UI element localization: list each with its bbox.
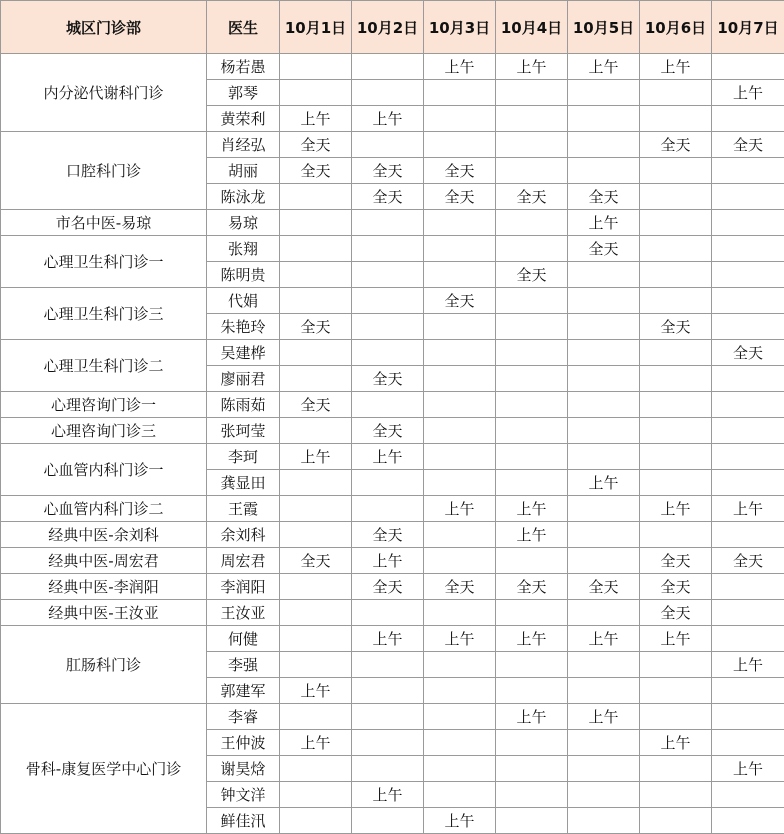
doctor-cell: 肖经弘 (207, 132, 280, 158)
schedule-slot-cell (568, 80, 640, 106)
doctor-cell: 张翔 (207, 236, 280, 262)
schedule-slot-cell (280, 236, 352, 262)
schedule-slot-cell (496, 444, 568, 470)
schedule-slot-cell (712, 366, 784, 392)
table-row (1, 600, 784, 626)
department-cell: 心理卫生科门诊一 (1, 236, 207, 288)
schedule-slot-cell: 上午 (640, 496, 712, 522)
schedule-slot-cell: 全天 (568, 184, 640, 210)
schedule-slot-cell (568, 314, 640, 340)
schedule-slot-cell: 上午 (712, 756, 784, 782)
schedule-slot-cell (568, 262, 640, 288)
schedule-slot-cell (640, 106, 712, 132)
doctor-cell: 易琼 (207, 210, 280, 236)
department-cell: 心理卫生科门诊三 (1, 288, 207, 340)
schedule-slot-cell (712, 262, 784, 288)
schedule-slot-cell: 全天 (640, 132, 712, 158)
schedule-slot-cell: 上午 (496, 522, 568, 548)
doctor-cell: 吴建桦 (207, 340, 280, 366)
schedule-slot-cell (640, 184, 712, 210)
schedule-slot-cell (352, 288, 424, 314)
doctor-cell: 代娟 (207, 288, 280, 314)
schedule-slot-cell (424, 314, 496, 340)
schedule-slot-cell (712, 210, 784, 236)
table-row (1, 132, 784, 158)
department-cell: 心血管内科门诊一 (1, 444, 207, 496)
schedule-slot-cell (712, 392, 784, 418)
schedule-slot-cell (496, 756, 568, 782)
department-cell: 骨科-康复医学中心门诊 (1, 704, 207, 834)
schedule-slot-cell (640, 756, 712, 782)
schedule-slot-cell (640, 262, 712, 288)
schedule-slot-cell (640, 80, 712, 106)
doctor-cell: 廖丽君 (207, 366, 280, 392)
schedule-slot-cell: 上午 (640, 626, 712, 652)
schedule-slot-cell (496, 314, 568, 340)
schedule-slot-cell (568, 496, 640, 522)
schedule-slot-cell (424, 782, 496, 808)
schedule-slot-cell: 全天 (712, 132, 784, 158)
table-row (1, 704, 784, 730)
schedule-slot-cell: 上午 (712, 652, 784, 678)
schedule-slot-cell (568, 548, 640, 574)
header-doctor: 医生 (207, 1, 280, 54)
department-cell: 心理卫生科门诊二 (1, 340, 207, 392)
doctor-cell: 鲜佳汛 (207, 808, 280, 834)
schedule-slot-cell (496, 80, 568, 106)
department-cell: 市名中医-易琼 (1, 210, 207, 236)
schedule-slot-cell (280, 184, 352, 210)
schedule-slot-cell: 上午 (496, 626, 568, 652)
schedule-slot-cell (424, 522, 496, 548)
schedule-slot-cell: 上午 (352, 548, 424, 574)
doctor-cell: 陈明贵 (207, 262, 280, 288)
department-cell: 经典中医-王汝亚 (1, 600, 207, 626)
doctor-cell: 龚显田 (207, 470, 280, 496)
schedule-slot-cell (280, 418, 352, 444)
schedule-slot-cell: 全天 (568, 236, 640, 262)
schedule-slot-cell (496, 782, 568, 808)
schedule-slot-cell (496, 236, 568, 262)
doctor-cell: 余刘科 (207, 522, 280, 548)
doctor-cell: 郭建军 (207, 678, 280, 704)
department-cell: 肛肠科门诊 (1, 626, 207, 704)
schedule-slot-cell (640, 522, 712, 548)
schedule-slot-cell: 上午 (568, 704, 640, 730)
schedule-slot-cell: 全天 (640, 548, 712, 574)
schedule-slot-cell (568, 418, 640, 444)
schedule-slot-cell (568, 106, 640, 132)
schedule-slot-cell (424, 392, 496, 418)
schedule-slot-cell: 全天 (352, 366, 424, 392)
schedule-slot-cell (424, 210, 496, 236)
schedule-slot-cell (640, 366, 712, 392)
schedule-slot-cell (568, 756, 640, 782)
schedule-slot-cell: 全天 (280, 132, 352, 158)
schedule-slot-cell (352, 392, 424, 418)
schedule-slot-cell (640, 678, 712, 704)
schedule-slot-cell: 全天 (280, 548, 352, 574)
schedule-slot-cell (712, 522, 784, 548)
table-row (1, 548, 784, 574)
schedule-slot-cell (280, 574, 352, 600)
schedule-slot-cell (640, 340, 712, 366)
doctor-cell: 李润阳 (207, 574, 280, 600)
schedule-slot-cell: 上午 (568, 470, 640, 496)
table-row (1, 288, 784, 314)
schedule-slot-cell: 全天 (640, 600, 712, 626)
schedule-slot-cell (496, 418, 568, 444)
header-day-6: 10月6日 (640, 1, 712, 54)
header-row (1, 1, 784, 54)
schedule-slot-cell (280, 210, 352, 236)
schedule-slot-cell: 全天 (568, 574, 640, 600)
schedule-slot-cell (496, 808, 568, 834)
doctor-cell: 王仲波 (207, 730, 280, 756)
schedule-slot-cell: 上午 (568, 54, 640, 80)
schedule-slot-cell: 全天 (640, 314, 712, 340)
schedule-slot-cell (424, 80, 496, 106)
schedule-slot-cell: 上午 (280, 730, 352, 756)
schedule-slot-cell (496, 678, 568, 704)
schedule-slot-cell (640, 158, 712, 184)
schedule-slot-cell: 上午 (712, 496, 784, 522)
header-dept: 城区门诊部 (1, 1, 207, 54)
doctor-cell: 周宏君 (207, 548, 280, 574)
schedule-slot-cell: 上午 (352, 782, 424, 808)
schedule-slot-cell (568, 132, 640, 158)
schedule-slot-cell (712, 808, 784, 834)
schedule-slot-cell (712, 782, 784, 808)
table-row (1, 626, 784, 652)
schedule-slot-cell: 上午 (640, 54, 712, 80)
schedule-slot-cell (496, 132, 568, 158)
schedule-slot-cell (352, 236, 424, 262)
schedule-slot-cell (280, 756, 352, 782)
schedule-slot-cell: 上午 (496, 496, 568, 522)
doctor-cell: 杨若愚 (207, 54, 280, 80)
schedule-slot-cell (424, 444, 496, 470)
doctor-cell: 谢昊焓 (207, 756, 280, 782)
schedule-slot-cell (712, 106, 784, 132)
schedule-slot-cell: 全天 (280, 314, 352, 340)
schedule-slot-cell (640, 392, 712, 418)
schedule-slot-cell (424, 678, 496, 704)
schedule-slot-cell (424, 262, 496, 288)
schedule-slot-cell: 全天 (712, 340, 784, 366)
doctor-cell: 李强 (207, 652, 280, 678)
schedule-slot-cell (352, 496, 424, 522)
table-row (1, 392, 784, 418)
department-cell: 经典中医-李润阳 (1, 574, 207, 600)
schedule-slot-cell (640, 236, 712, 262)
schedule-slot-cell (568, 652, 640, 678)
schedule-slot-cell (280, 366, 352, 392)
schedule-slot-cell: 全天 (496, 262, 568, 288)
schedule-slot-cell: 全天 (352, 418, 424, 444)
schedule-slot-cell (496, 392, 568, 418)
schedule-slot-cell (496, 366, 568, 392)
schedule-slot-cell (424, 236, 496, 262)
schedule-slot-cell (280, 626, 352, 652)
table-row (1, 444, 784, 470)
table-row (1, 210, 784, 236)
schedule-slot-cell (424, 470, 496, 496)
schedule-slot-cell: 全天 (496, 574, 568, 600)
table-row (1, 418, 784, 444)
schedule-slot-cell (352, 678, 424, 704)
schedule-slot-cell (352, 262, 424, 288)
table-row (1, 522, 784, 548)
doctor-cell: 王汝亚 (207, 600, 280, 626)
schedule-slot-cell (568, 678, 640, 704)
schedule-slot-cell: 上午 (712, 80, 784, 106)
schedule-slot-cell (640, 470, 712, 496)
schedule-slot-cell (280, 600, 352, 626)
schedule-slot-cell (280, 288, 352, 314)
schedule-slot-cell (496, 600, 568, 626)
schedule-slot-cell (496, 730, 568, 756)
schedule-slot-cell: 上午 (424, 496, 496, 522)
schedule-slot-cell (496, 340, 568, 366)
header-day-1: 10月1日 (280, 1, 352, 54)
header-day-7: 10月7日 (712, 1, 784, 54)
schedule-slot-cell (712, 418, 784, 444)
schedule-slot-cell (424, 548, 496, 574)
schedule-slot-cell: 全天 (424, 574, 496, 600)
schedule-slot-cell: 全天 (280, 392, 352, 418)
schedule-slot-cell (352, 132, 424, 158)
table-row (1, 496, 784, 522)
doctor-cell: 朱艳玲 (207, 314, 280, 340)
department-cell: 经典中医-周宏君 (1, 548, 207, 574)
schedule-slot-cell (280, 522, 352, 548)
schedule-slot-cell: 上午 (424, 626, 496, 652)
schedule-slot-cell (568, 392, 640, 418)
schedule-slot-cell (352, 730, 424, 756)
schedule-slot-cell (712, 54, 784, 80)
schedule-slot-cell (352, 600, 424, 626)
schedule-slot-cell (568, 522, 640, 548)
doctor-cell: 陈雨茹 (207, 392, 280, 418)
schedule-slot-cell: 全天 (424, 158, 496, 184)
header-day-5: 10月5日 (568, 1, 640, 54)
schedule-slot-cell (568, 444, 640, 470)
schedule-slot-cell (640, 210, 712, 236)
schedule-slot-cell (352, 652, 424, 678)
schedule-slot-cell: 上午 (352, 626, 424, 652)
doctor-cell: 郭琴 (207, 80, 280, 106)
schedule-slot-cell (352, 54, 424, 80)
schedule-slot-cell: 上午 (352, 106, 424, 132)
schedule-slot-cell (424, 340, 496, 366)
schedule-slot-cell (712, 470, 784, 496)
schedule-slot-cell (424, 366, 496, 392)
schedule-slot-cell: 上午 (352, 444, 424, 470)
schedule-slot-cell (280, 54, 352, 80)
schedule-slot-cell: 全天 (424, 184, 496, 210)
schedule-slot-cell (712, 288, 784, 314)
doctor-cell: 李珂 (207, 444, 280, 470)
table-row (1, 236, 784, 262)
schedule-slot-cell (640, 782, 712, 808)
schedule-slot-cell: 上午 (280, 444, 352, 470)
schedule-slot-cell (496, 158, 568, 184)
schedule-slot-cell (568, 158, 640, 184)
schedule-slot-cell (568, 288, 640, 314)
table-row (1, 574, 784, 600)
schedule-slot-cell (640, 444, 712, 470)
schedule-slot-cell (712, 314, 784, 340)
doctor-cell: 何健 (207, 626, 280, 652)
schedule-slot-cell (352, 808, 424, 834)
schedule-slot-cell (712, 704, 784, 730)
schedule-slot-cell: 上午 (424, 808, 496, 834)
schedule-slot-cell (424, 132, 496, 158)
schedule-slot-cell (640, 652, 712, 678)
schedule-slot-cell (352, 470, 424, 496)
schedule-slot-cell (280, 470, 352, 496)
schedule-slot-cell: 上午 (496, 704, 568, 730)
schedule-slot-cell (496, 652, 568, 678)
schedule-slot-cell: 上午 (496, 54, 568, 80)
department-cell: 经典中医-余刘科 (1, 522, 207, 548)
department-cell: 口腔科门诊 (1, 132, 207, 210)
doctor-cell: 陈泳龙 (207, 184, 280, 210)
schedule-slot-cell (496, 470, 568, 496)
schedule-slot-cell (712, 678, 784, 704)
schedule-slot-cell: 全天 (280, 158, 352, 184)
schedule-slot-cell (424, 600, 496, 626)
schedule-slot-cell (712, 236, 784, 262)
schedule-slot-cell (568, 600, 640, 626)
doctor-cell: 王霞 (207, 496, 280, 522)
doctor-cell: 胡丽 (207, 158, 280, 184)
schedule-slot-cell (496, 106, 568, 132)
schedule-slot-cell (352, 704, 424, 730)
schedule-slot-cell: 全天 (640, 574, 712, 600)
schedule-slot-cell (424, 106, 496, 132)
schedule-slot-cell (352, 210, 424, 236)
schedule-slot-cell: 上午 (568, 210, 640, 236)
schedule-slot-cell (496, 210, 568, 236)
schedule-slot-cell: 全天 (424, 288, 496, 314)
schedule-slot-cell (712, 574, 784, 600)
schedule-slot-cell (352, 80, 424, 106)
schedule-slot-cell (424, 730, 496, 756)
schedule-slot-cell (712, 730, 784, 756)
schedule-slot-cell (640, 288, 712, 314)
schedule-slot-cell (712, 158, 784, 184)
schedule-slot-cell (712, 444, 784, 470)
table-row (1, 340, 784, 366)
schedule-slot-cell (280, 262, 352, 288)
schedule-slot-cell: 全天 (352, 574, 424, 600)
schedule-slot-cell (640, 418, 712, 444)
department-cell: 内分泌代谢科门诊 (1, 54, 207, 132)
schedule-slot-cell: 全天 (352, 184, 424, 210)
schedule-slot-cell (280, 496, 352, 522)
schedule-slot-cell (280, 808, 352, 834)
schedule-slot-cell (568, 782, 640, 808)
doctor-cell: 钟文洋 (207, 782, 280, 808)
schedule-slot-cell: 上午 (568, 626, 640, 652)
schedule-slot-cell (712, 184, 784, 210)
schedule-slot-cell (280, 652, 352, 678)
schedule-slot-cell (424, 756, 496, 782)
schedule-slot-cell (496, 548, 568, 574)
header-day-4: 10月4日 (496, 1, 568, 54)
schedule-slot-cell: 全天 (496, 184, 568, 210)
schedule-slot-cell (280, 782, 352, 808)
schedule-slot-cell (640, 808, 712, 834)
schedule-slot-cell (352, 314, 424, 340)
doctor-cell: 李睿 (207, 704, 280, 730)
header-day-2: 10月2日 (352, 1, 424, 54)
header-day-3: 10月3日 (424, 1, 496, 54)
schedule-slot-cell (424, 704, 496, 730)
department-cell: 心理咨询门诊三 (1, 418, 207, 444)
schedule-slot-cell: 上午 (280, 678, 352, 704)
schedule-slot-cell (280, 340, 352, 366)
doctor-cell: 张珂莹 (207, 418, 280, 444)
schedule-slot-cell: 全天 (352, 158, 424, 184)
schedule-slot-cell (568, 366, 640, 392)
table-row (1, 54, 784, 80)
schedule-slot-cell (496, 288, 568, 314)
doctor-cell: 黄荣利 (207, 106, 280, 132)
schedule-slot-cell: 全天 (712, 548, 784, 574)
schedule-slot-cell (712, 626, 784, 652)
schedule-slot-cell (352, 340, 424, 366)
department-cell: 心血管内科门诊二 (1, 496, 207, 522)
schedule-slot-cell (280, 80, 352, 106)
schedule-slot-cell (568, 730, 640, 756)
schedule-slot-cell (568, 808, 640, 834)
schedule-slot-cell: 上午 (424, 54, 496, 80)
schedule-slot-cell: 上午 (640, 730, 712, 756)
schedule-body (1, 54, 784, 834)
schedule-slot-cell (280, 704, 352, 730)
schedule-slot-cell (712, 600, 784, 626)
schedule-slot-cell: 上午 (280, 106, 352, 132)
department-cell: 心理咨询门诊一 (1, 392, 207, 418)
schedule-slot-cell (352, 756, 424, 782)
schedule-slot-cell (568, 340, 640, 366)
schedule-slot-cell (640, 704, 712, 730)
schedule-slot-cell (424, 652, 496, 678)
schedule-slot-cell: 全天 (352, 522, 424, 548)
schedule-slot-cell (424, 418, 496, 444)
